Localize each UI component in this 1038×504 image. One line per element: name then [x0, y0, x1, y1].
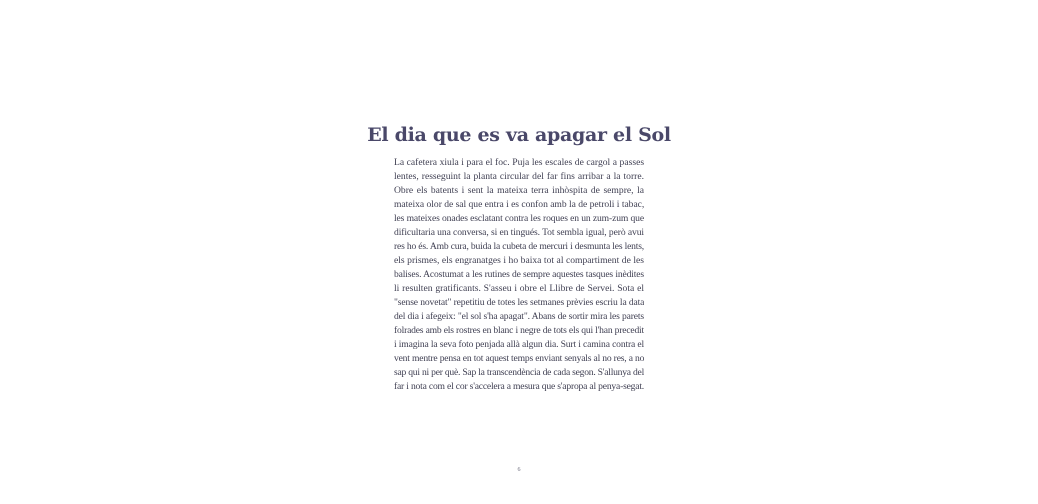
paragraph-line: folrades amb els rostres en blanc i negre de tots els qui l'han precedit [394, 325, 644, 336]
paragraph-line: Obre els batents i sent la mateixa terra inhòspita de sempre, la [394, 185, 644, 196]
paragraph-line: sap qui ni per què. Sap la transcendència de cada segon. S'allunya del [394, 367, 644, 378]
body-paragraph [394, 156, 644, 394]
paragraph-line: balises. Acostumat a les rutines de sempre aquestes tasques inèdites [394, 269, 644, 280]
paragraph-line: lentes, resseguint la planta circular del far fins arribar a la torre. [394, 171, 644, 182]
paragraph-line: vent mentre pensa en tot aquest temps enviant senyals al no res, a no [394, 353, 644, 364]
paragraph-line: far i nota com el cor s'accelera a mesura que s'apropa al penya-segat. [394, 381, 644, 392]
paragraph-line: res ho és. Amb cura, buida la cubeta de mercuri i desmunta les lents, [394, 241, 644, 252]
paragraph-line: La cafetera xiula i para el foc. Puja les escales de cargol a passes [394, 157, 644, 168]
paragraph-line: les mateixes onades esclatant contra les roques en un zum-zum que [394, 213, 644, 224]
paragraph-line: dificultaria una conversa, si en tingués. Tot sembla igual, però avui [394, 227, 644, 238]
paragraph-line: els prismes, els engranatges i ho baixa tot al compartiment de les [394, 255, 644, 266]
paragraph-line: i imagina la seva foto penjada allà algun dia. Surt i camina contra el [394, 339, 644, 350]
paragraph-line: mateixa olor de sal que entra i es confon amb la de petroli i tabac, [394, 199, 644, 210]
page-number: 6 [517, 467, 521, 473]
paragraph-line: del dia i afegeix: "el sol s'ha apagat". Abans de sortir mira les parets [394, 311, 644, 322]
paragraph-line: "sense novetat" repetitiu de totes les setmanes prèvies escriu la data [394, 297, 644, 308]
chapter-title: El dia que es va apagar el Sol [367, 124, 671, 146]
paragraph-line: li resulten gratificants. S'asseu i obre el Llibre de Servei. Sota el [394, 283, 644, 294]
